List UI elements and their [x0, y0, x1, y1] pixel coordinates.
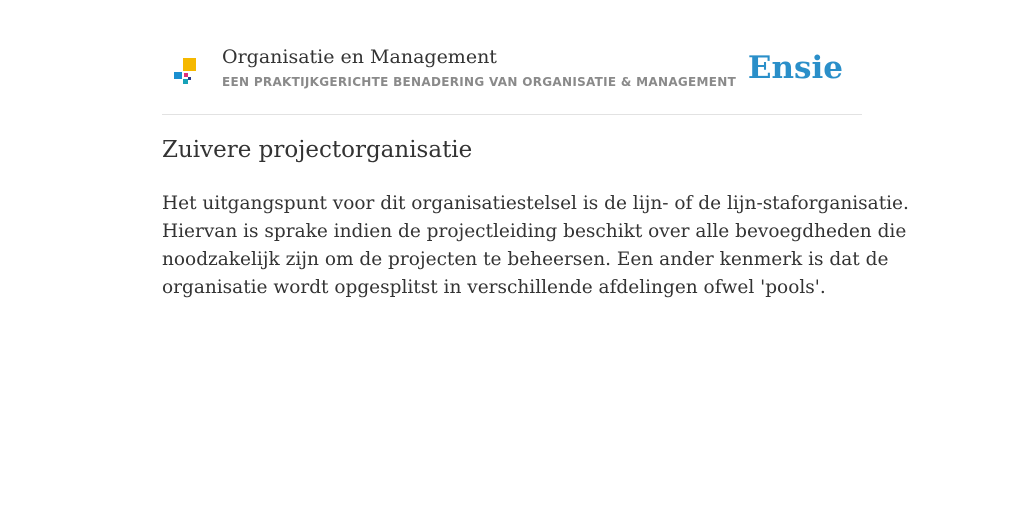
- site-header: [162, 0, 862, 115]
- page: [162, 0, 909, 298]
- brand-logo[interactable]: Ensie: [747, 50, 843, 86]
- article-line: organisatie wordt opgesplitst in verschillende afdelingen ofwel 'pools'.: [162, 277, 826, 298]
- article-line: Het uitgangspunt voor dit organisatiestelsel is de lijn- of de lijn-staforganisatie.: [162, 193, 909, 214]
- logo-square-teal: [183, 79, 188, 84]
- article-line: noodzakelijk zijn om de projecten te beheersen. Een ander kenmerk is dat de: [162, 249, 889, 270]
- site-subtitle: EEN PRAKTIJKGERICHTE BENADERING VAN ORGANISATIE & MANAGEMENT: [222, 75, 737, 89]
- ensie-logo-icon[interactable]: [174, 58, 198, 86]
- article-body: [162, 190, 909, 302]
- article-title: Zuivere projectorganisatie: [162, 137, 473, 163]
- logo-square-yellow: [183, 58, 196, 71]
- logo-square-navy: [188, 77, 191, 80]
- site-title[interactable]: Organisatie en Management: [222, 46, 497, 68]
- article-line: Hiervan is sprake indien de projectleiding beschikt over alle bevoegdheden die: [162, 221, 907, 242]
- logo-square-blue: [174, 72, 182, 79]
